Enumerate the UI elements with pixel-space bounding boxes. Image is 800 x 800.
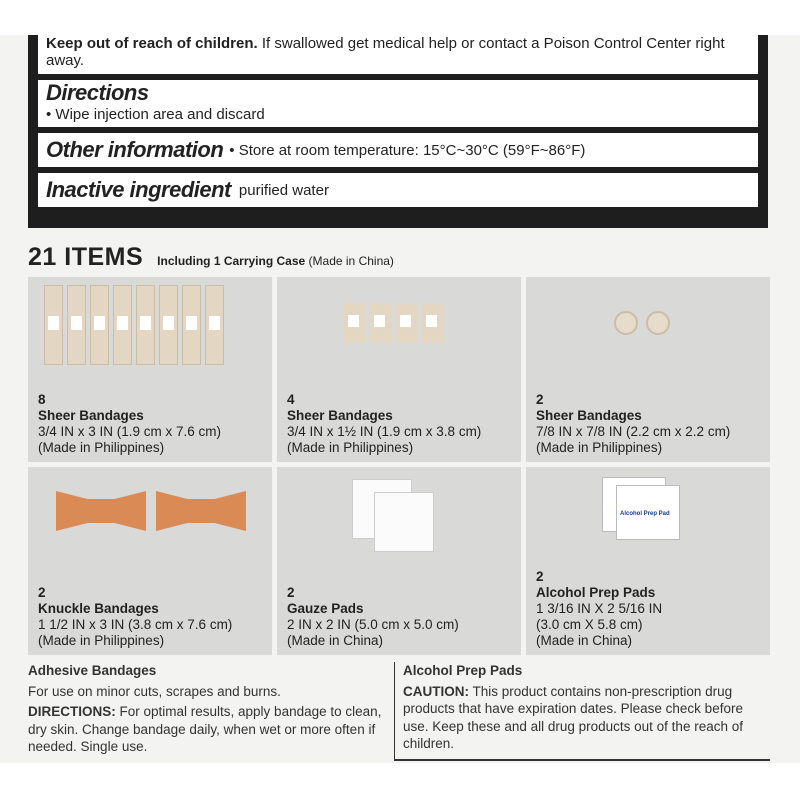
items-count: 21 ITEMS: [28, 243, 144, 271]
directions-text: • Wipe injection area and discard: [46, 106, 265, 123]
pad-label: Alcohol Prep Pad: [620, 511, 670, 517]
item-origin: (Made in Philippines): [287, 440, 414, 455]
item-size: 7/8 IN x 7/8 IN (2.2 cm x 2.2 cm): [536, 424, 731, 439]
inactive-heading: Inactive ingredient: [46, 177, 231, 202]
adhesive-use: For use on minor cuts, scrapes and burns.: [28, 683, 281, 699]
item-cell: [277, 467, 521, 655]
item-qty: 2: [536, 569, 544, 584]
item-qty: 8: [38, 392, 46, 407]
item-qty: 2: [38, 585, 46, 600]
items-origin: (Made in China): [308, 254, 394, 268]
other-text: • Store at room temperature: 15°C~30°C (59°F~86°F): [229, 141, 586, 159]
caution-text: This product contains non-prescription drug products that have expiration dates. Please check before use. Keep these and all drug products out of the reach of children.: [403, 683, 743, 751]
item-origin: (Made in Philippines): [38, 633, 165, 648]
alcohol-info: [394, 662, 770, 761]
item-name: Knuckle Bandages: [38, 601, 159, 616]
inactive-section: [38, 173, 758, 207]
items-including: Including 1 Carrying Case: [157, 254, 306, 268]
item-cell: [28, 467, 272, 655]
item-size: 1 1/2 IN x 3 IN (3.8 cm x 7.6 cm): [38, 617, 233, 632]
sheer-bandage-dots-image: [614, 311, 678, 339]
warning-section: [38, 35, 758, 74]
other-heading: Other information: [46, 137, 224, 162]
adhesive-heading: Adhesive Bandages: [28, 663, 157, 678]
directions-heading: Directions: [46, 80, 149, 105]
item-size-metric: (3.0 cm X 5.8 cm): [536, 617, 643, 632]
item-qty: 2: [536, 392, 544, 407]
item-cell: [526, 277, 770, 462]
directions-section: [38, 80, 758, 127]
usage-info: [28, 662, 770, 761]
warning-bold: Keep out of reach of children.: [46, 35, 258, 52]
item-cell: [277, 277, 521, 462]
item-name: Sheer Bandages: [38, 408, 144, 423]
adhesive-directions: For optimal results, apply bandage to clean, dry skin. Change bandage daily, when wet or more often if needed. Single use.: [28, 704, 382, 754]
item-size: 2 IN x 2 IN (5.0 cm x 5.0 cm): [287, 617, 459, 632]
gauze-pad-image: [374, 492, 434, 552]
item-name: Alcohol Prep Pads: [536, 585, 656, 600]
knuckle-bandage-image: [56, 491, 256, 535]
items-grid: [28, 277, 770, 655]
items-header: [28, 243, 394, 272]
item-qty: 4: [287, 392, 295, 407]
other-info-section: [38, 133, 758, 167]
item-name: Gauze Pads: [287, 601, 364, 616]
item-size: 1 3/16 IN X 2 5/16 IN: [536, 601, 663, 616]
inactive-text: purified water: [238, 181, 329, 199]
item-name: Sheer Bandages: [287, 408, 393, 423]
alcohol-heading: Alcohol Prep Pads: [403, 663, 523, 678]
item-origin: (Made in China): [536, 633, 633, 648]
adhesive-directions-label: DIRECTIONS:: [28, 704, 116, 719]
warning-text: If swallowed get medical help or contact a Poison Control Center right away.: [46, 35, 725, 69]
item-qty: 2: [287, 585, 295, 600]
item-name: Sheer Bandages: [536, 408, 642, 423]
item-size: 3/4 IN x 3 IN (1.9 cm x 7.6 cm): [38, 424, 222, 439]
adhesive-info: [28, 662, 394, 761]
item-cell: [28, 277, 272, 462]
caution-label: CAUTION:: [403, 683, 469, 699]
sheer-bandage-squares-image: [343, 303, 447, 347]
drug-facts-panel: [28, 35, 768, 228]
item-origin: (Made in Philippines): [536, 440, 663, 455]
item-size: 3/4 IN x 1½ IN (1.9 cm x 3.8 cm): [287, 424, 482, 439]
alcohol-pad-image: [616, 485, 680, 540]
package-label: [0, 35, 800, 763]
sheer-bandage-strips-image: [44, 285, 228, 369]
item-origin: (Made in Philippines): [38, 440, 165, 455]
item-origin: (Made in China): [287, 633, 384, 648]
item-cell: [526, 467, 770, 655]
